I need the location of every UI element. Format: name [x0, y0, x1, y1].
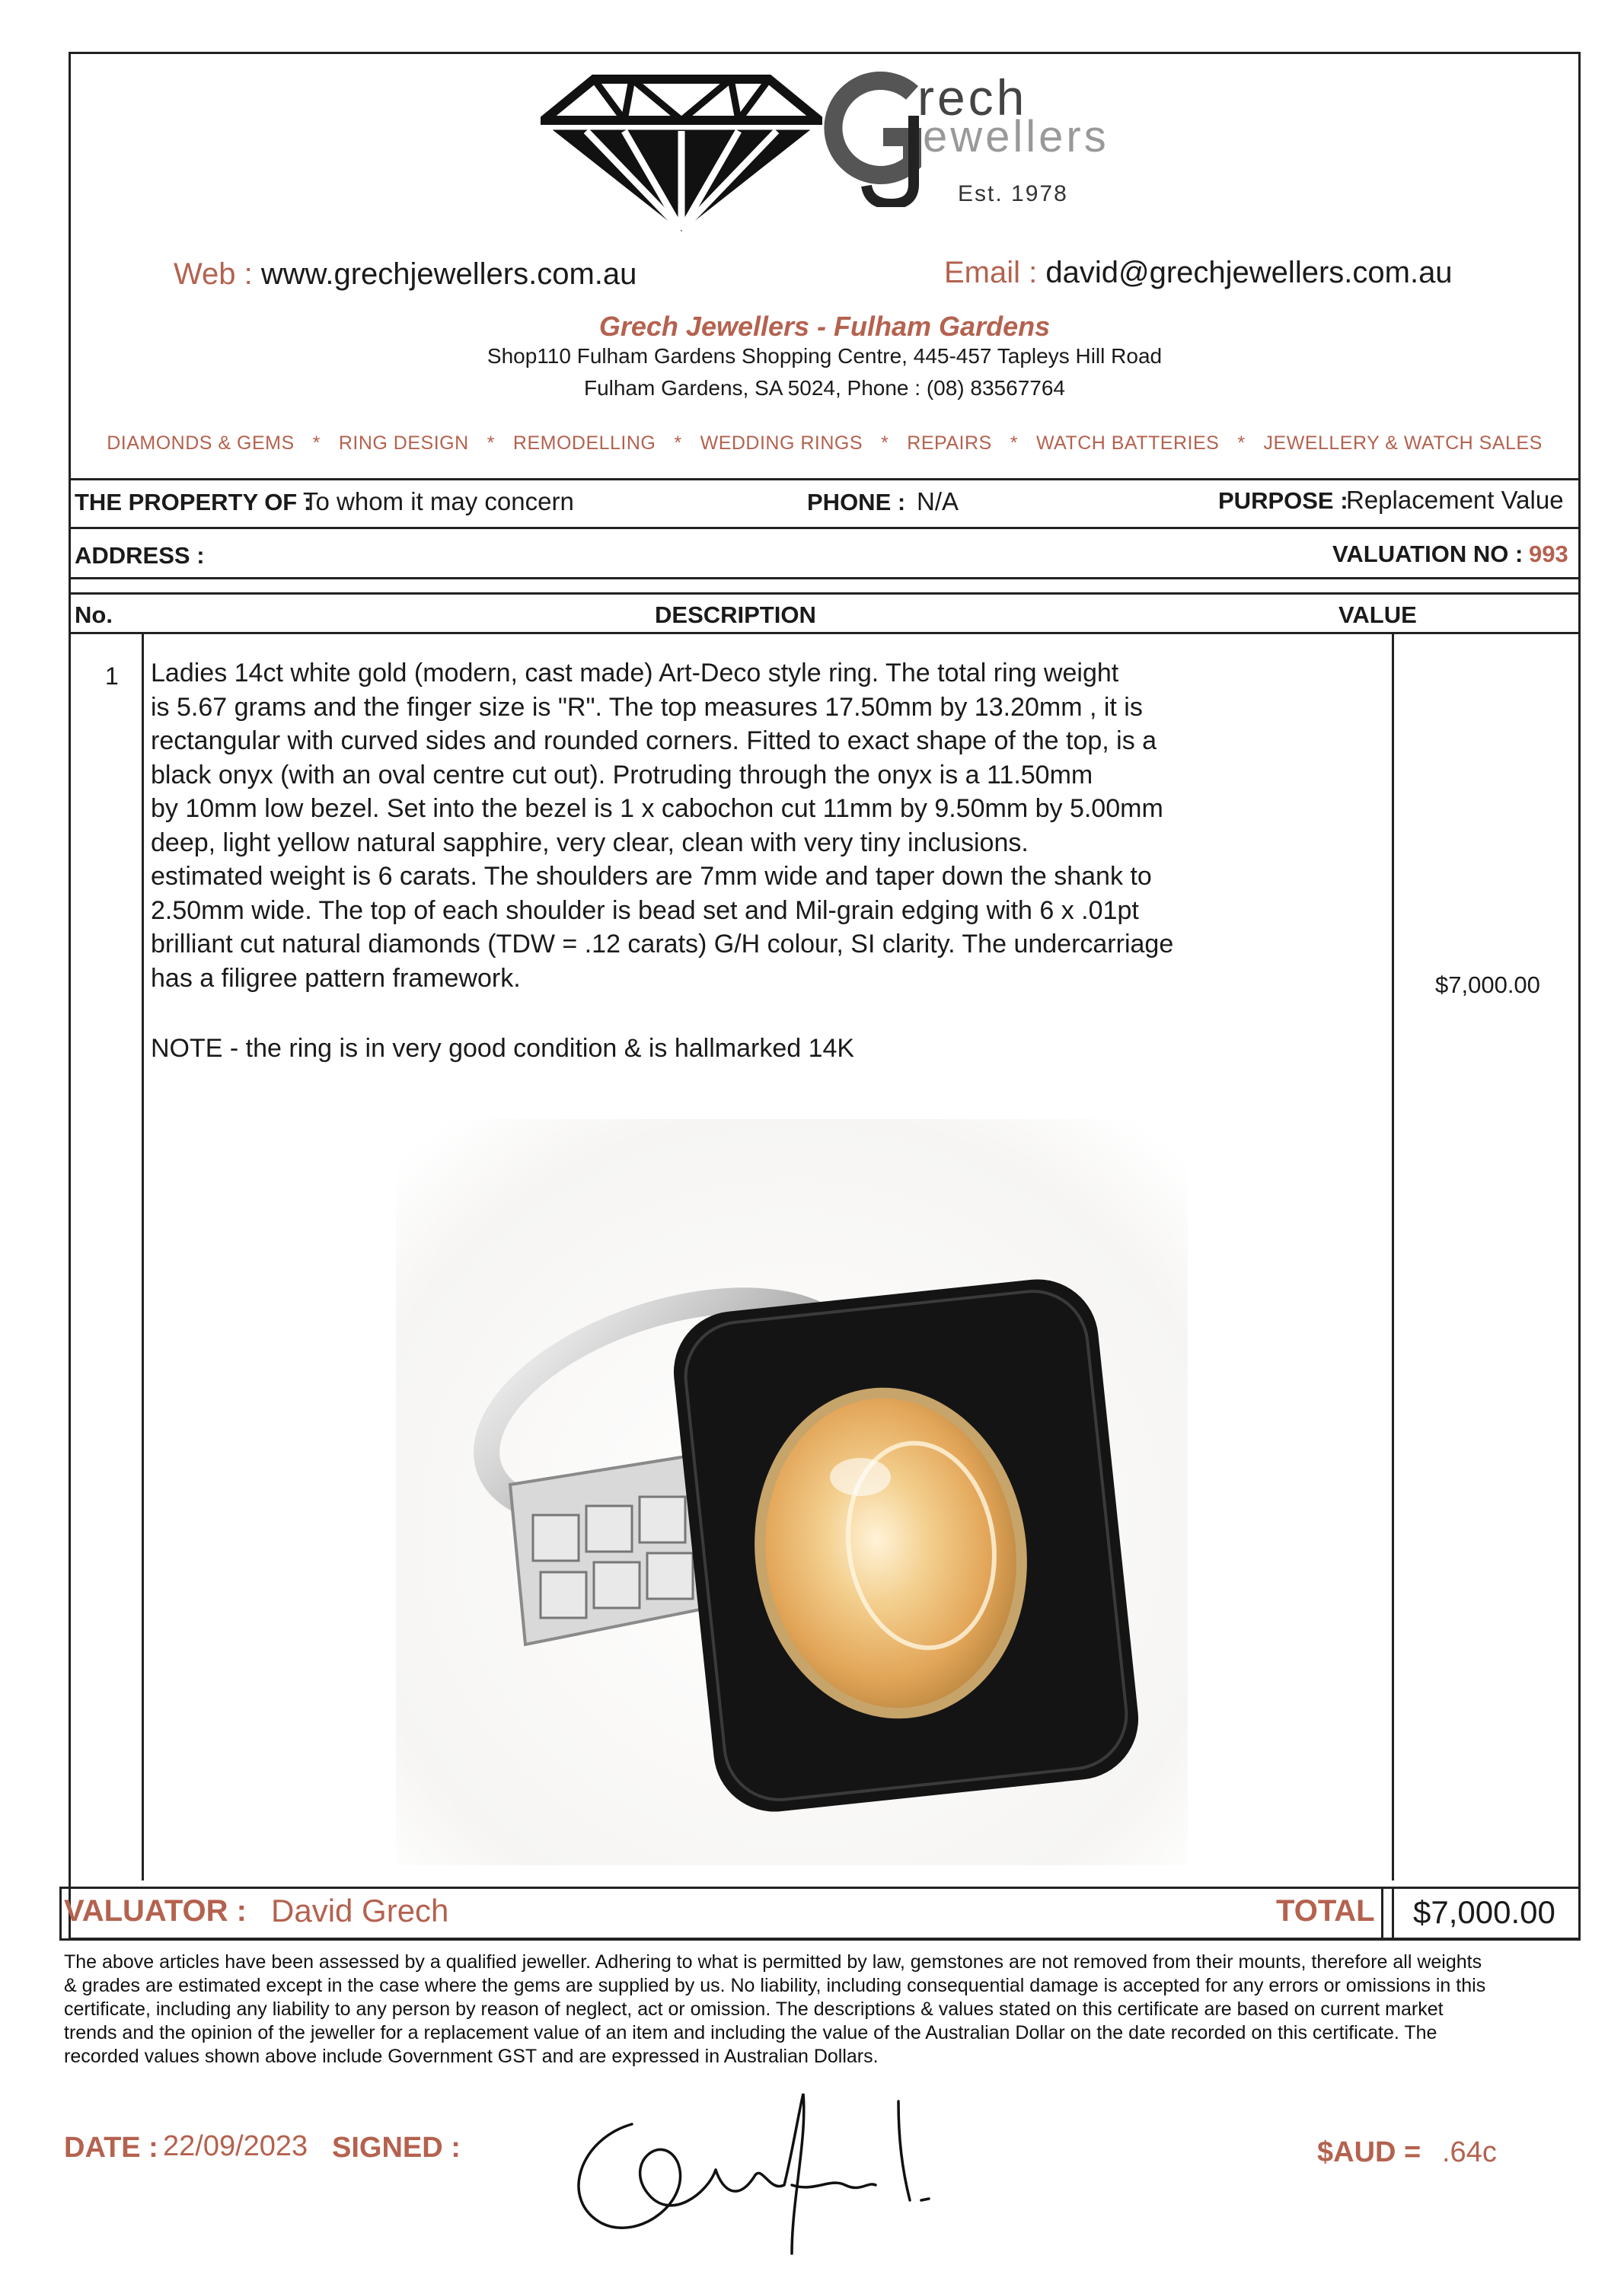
property-label: THE PROPERTY OF : — [75, 489, 312, 515]
currency-value: .64c — [1442, 2136, 1497, 2168]
store-address-line2: Fulham Gardens, SA 5024, Phone : (08) 83567764 — [584, 376, 1065, 400]
email-address[interactable]: david@grechjewellers.com.au — [1045, 256, 1453, 289]
date-value: 22/09/2023 — [163, 2130, 308, 2162]
web-url[interactable]: www.grechjewellers.com.au — [260, 257, 637, 291]
service-separator: * — [1237, 432, 1246, 454]
column-divider — [1392, 632, 1394, 1880]
valuator-name: David Grech — [271, 1893, 449, 1928]
frame-left-edge — [59, 1887, 62, 1940]
established-year: Est. 1978 — [958, 181, 1068, 206]
brand-name-line1: rech — [917, 69, 1028, 126]
service-item: REMODELLING — [512, 432, 656, 454]
column-divider — [142, 632, 144, 1880]
purpose-label: PURPOSE : — [1218, 487, 1348, 514]
item-value: $7,000.00 — [1435, 971, 1540, 998]
total-label: TOTAL — [1276, 1894, 1375, 1928]
total-value: $7,000.00 — [1413, 1894, 1555, 1930]
column-header-value: VALUE — [1338, 601, 1417, 628]
ring-photo — [396, 1119, 1188, 1865]
description-line: Ladies 14ct white gold (modern, cast made) Art-Deco style ring. The total ring weight — [151, 659, 1119, 687]
service-item: JEWELLERY & WATCH SALES — [1263, 432, 1543, 454]
description-line: estimated weight is 6 carats. The shoulders are 7mm wide and taper down the shank to — [151, 862, 1152, 891]
phone-label: PHONE : — [807, 489, 906, 515]
purpose-value: Replacement Value — [1346, 486, 1564, 514]
description-line: rectangular with curved sides and rounded corners. Fitted to exact shape of the top, is a — [151, 726, 1157, 755]
valuation-label: VALUATION NO : — [1332, 541, 1523, 567]
brand-name-line2: ewellers — [923, 112, 1109, 161]
service-item: WATCH BATTERIES — [1035, 432, 1220, 454]
divider — [69, 527, 1581, 529]
column-header-no: No. — [75, 601, 113, 628]
divider — [69, 592, 1581, 595]
service-item: REPAIRS — [907, 432, 992, 454]
divider — [59, 1887, 1581, 1889]
web-contact — [174, 257, 637, 292]
signed-label: SIGNED : — [332, 2132, 461, 2164]
description-line: deep, light yellow natural sapphire, very clear, clean with very tiny inclusions. — [151, 828, 1029, 857]
valuator-label: VALUATOR : — [64, 1894, 247, 1928]
description-line: brilliant cut natural diamonds (TDW = .12 carats) G/H colour, SI clarity. The undercarriage — [151, 930, 1174, 959]
valuation-number: 993 — [1529, 541, 1568, 567]
address-label: ADDRESS : — [75, 542, 205, 569]
services-list — [69, 432, 1581, 455]
service-separator: * — [312, 432, 321, 454]
service-separator: * — [487, 432, 495, 454]
store-name: Grech Jewellers - Fulham Gardens — [598, 311, 1051, 342]
service-item: DIAMONDS & GEMS — [107, 432, 295, 454]
description-line: is 5.67 grams and the finger size is "R". The top measures 17.50mm by 13.20mm , it is — [151, 692, 1143, 722]
email-label: Email : — [944, 256, 1038, 289]
column-divider — [1392, 1888, 1394, 1938]
item-note: NOTE - the ring is in very good condition & is hallmarked 14K — [151, 1034, 855, 1063]
divider — [69, 478, 1581, 480]
item-description — [151, 656, 1323, 995]
service-separator: * — [1010, 432, 1018, 454]
store-address-line1: Shop110 Fulham Gardens Shopping Centre, 445-457 Tapleys Hill Road — [487, 344, 1163, 368]
diamond-logo-icon — [541, 75, 822, 234]
column-divider — [1381, 1887, 1383, 1940]
description-line: 2.50mm wide. The top of each shoulder is bead set and Mil-grain edging with 6 x .01pt — [151, 895, 1139, 925]
column-header-description: DESCRIPTION — [655, 601, 816, 628]
property-value: To whom it may concern — [303, 487, 574, 515]
description-line: has a filigree pattern framework. — [151, 963, 521, 993]
divider — [69, 577, 1581, 579]
service-separator: * — [674, 432, 682, 454]
currency-label: $AUD = — [1317, 2136, 1421, 2168]
divider — [69, 632, 1581, 634]
description-line: by 10mm low bezel. Set into the bezel is 1 x cabochon cut 11mm by 9.50mm by 5.00mm — [151, 794, 1163, 823]
disclaimer-text: The above articles have been assessed by a qualified jeweller. Adhering to what is permitted by law, gemstones are not removed from their mounts, therefore all weights & grades are estimated except in the case where the gems are supplied by us. No liability, including consequential damage is accepted for any errors or omissions in this certificate, including any liability to any person by reason of neglect, act or omission. The descriptions & values stated on this certificate are based on current market trends and the opinion of the jeweller for a replacement value of an item and including the value of the Australian Dollar on the date recorded on this certificate. The recorded values shown above include Government GST and are expressed in Australian Dollars. — [64, 1951, 1486, 2067]
service-item: WEDDING RINGS — [700, 432, 863, 454]
date-label: DATE : — [64, 2132, 158, 2164]
item-number: 1 — [105, 662, 119, 690]
phone-value: N/A — [917, 487, 959, 515]
email-contact — [944, 256, 1453, 290]
web-label: Web : — [174, 257, 253, 291]
divider — [59, 1938, 1581, 1941]
service-item: RING DESIGN — [338, 432, 469, 454]
service-separator: * — [881, 432, 889, 454]
signature-image — [563, 2078, 959, 2269]
description-line: black onyx (with an oval centre cut out). Protruding through the onyx is a 11.50mm — [151, 760, 1093, 790]
